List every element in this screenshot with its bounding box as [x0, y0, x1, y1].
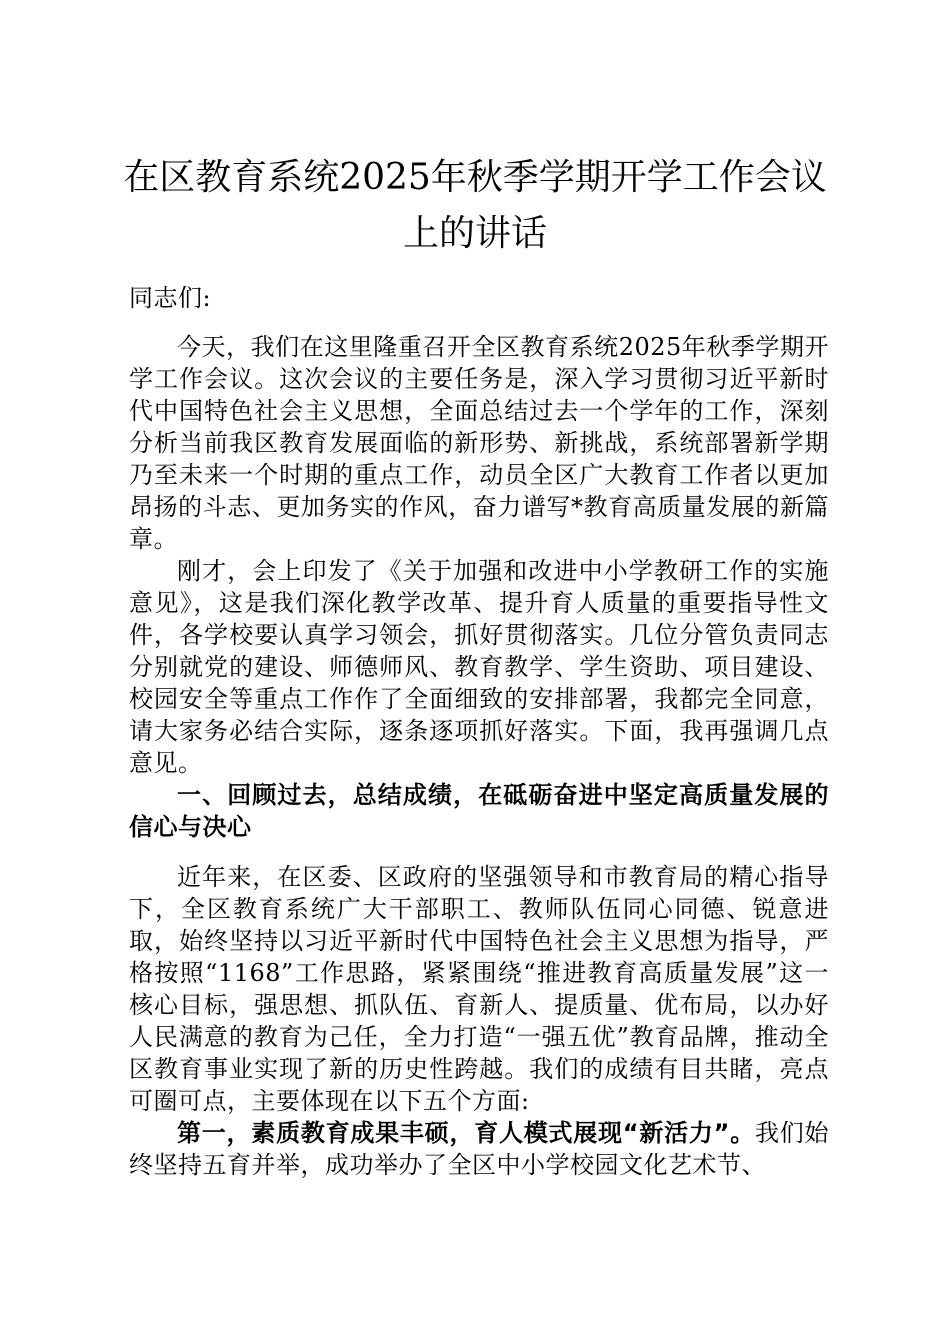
paragraph-opening: 今天，我们在这里隆重召开全区教育系统2025年秋季学期开学工作会议。这次会议的主要任务是，深入学习贯彻习近平新时代中国特色社会主义思想，全面总结过去一个学年的工作，深刻分析当前我区教育发展面临的新形势、新挑战，系统部署新学期乃至未来一个时期的重点工作，动员全区广大教育工作者以更加昂扬的斗志、更加务实的作风，奋力谱写*教育高质量发展的新篇章。	[129, 333, 829, 553]
paragraph-achievements: 近年来，在区委、区政府的坚强领导和市教育局的精心指导下，全区教育系统广大干部职工、教师队伍同心同德、锐意进取，始终坚持以习近平新时代中国特色社会主义思想为指导，严格按照“1168”工作思路，紧紧围绕“推进教育高质量发展”这一核心目标，强思想、抓队伍、育新人、提质量、优布局，以办好人民满意的教育为己任，全力打造“一强五优”教育品牌，推动全区教育事业实现了新的历史性跨越。我们的成绩有目共睹，亮点可圈可点，主要体现在以下五个方面:	[129, 863, 829, 1115]
section-heading-1: 一、回顾过去，总结成绩，在砥砺奋进中坚定高质量发展的信心与决心	[129, 781, 829, 841]
document-title	[100, 150, 850, 262]
title-line-2: 上的讲话	[402, 213, 547, 254]
title-line-1: 在区教育系统2025年秋季学期开学工作会议	[123, 157, 827, 198]
paragraph-point-1	[129, 1117, 829, 1181]
point-1-text: 我们始终坚持五育并举，成功举办了全区中小学校园文化艺术节、	[129, 1119, 830, 1179]
paragraph-meeting-notes: 刚才，会上印发了《关于加强和改进中小学教研工作的实施意见》，这是我们深化教学改革、提升育人质量的重要指导性文件，各学校要认真学习领会，抓好贯彻落实。几位分管负责同志分别就党的建设、师德师风、教育教学、学生资助、项目建设、校园安全等重点工作作了全面细致的安排部署，我都完全同意，请大家务必结合实际，逐条逐项抓好落实。下面，我再强调几点意见。	[129, 557, 829, 777]
point-1-lead: 第一，素质教育成果丰硕，育人模式展现“新活力”。	[177, 1119, 755, 1147]
salutation: 同志们:	[129, 284, 212, 312]
